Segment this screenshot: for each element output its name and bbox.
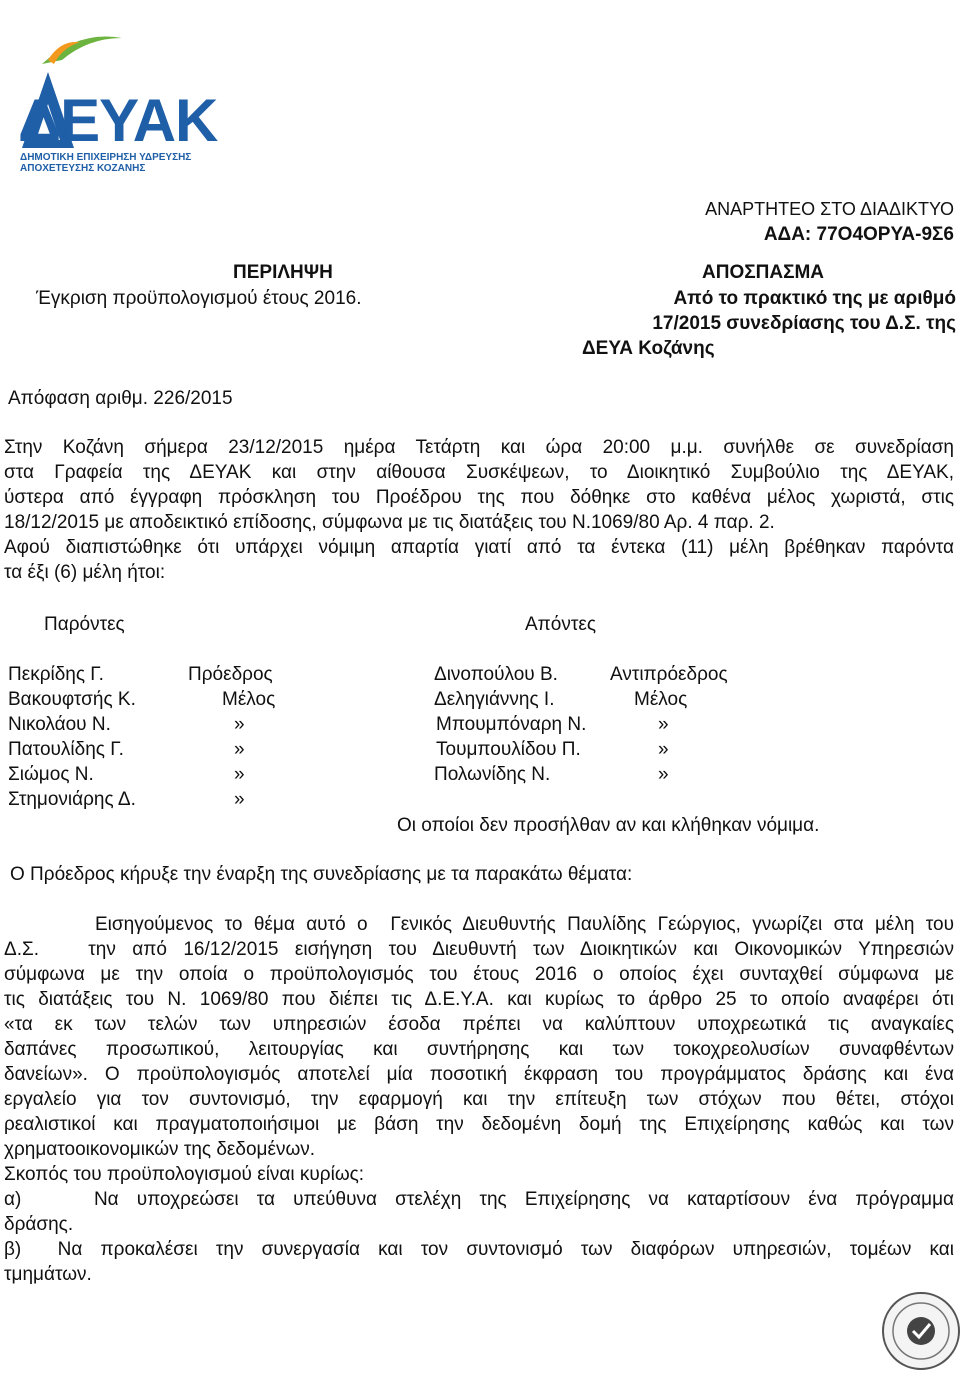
deyak-logo <box>18 20 218 174</box>
present-name: Στημονιάρης Δ. <box>8 789 136 810</box>
body-line: Δ.Σ. την από 16/12/2015 εισήγηση του Διευθυντή των Διοικητικών και Οικονομικών Υπηρεσιών <box>4 939 954 960</box>
opening-statement: Ο Πρόεδρος κήρυξε την έναρξη της συνεδρίασης με τα παρακάτω θέματα: <box>10 864 633 885</box>
body-paragraph <box>4 912 954 1287</box>
excerpt-line-3: ΔΕΥΑ Κοζάνης <box>582 338 715 359</box>
body-line: Εισηγούμενος το θέμα αυτό ο Γενικός Διευθυντής Παυλίδης Γεώργιος, γνωρίζει στα μέλη του <box>4 914 954 935</box>
present-name: Βακουφτσής Κ. <box>8 689 136 710</box>
certification-seal <box>880 1290 960 1372</box>
intro-line: Στην Κοζάνη σήμερα 23/12/2015 ημέρα Τετάρτη και ώρα 20:00 μ.μ. συνήλθε σε συνεδρίαση <box>4 437 954 458</box>
present-name: Πεκρίδης Γ. <box>8 664 104 685</box>
body-line: εργαλείο για τον συντονισμό, την εφαρμογή και την επίτευξη των στόχων που θέτει, στόχοι <box>4 1089 954 1110</box>
intro-line: 18/12/2015 με αποδεικτικό επίδοσης, σύμφωνα με τις διατάξεις του Ν.1069/80 Αρ. 4 παρ. 2. <box>4 512 775 533</box>
summary-text: Έγκριση προϋπολογισμού έτους 2016. <box>36 288 362 309</box>
logo-subtitle-2: ΑΠΟΧΕΤΕΥΣΗΣ ΚΟΖΑΝΗΣ <box>20 163 146 174</box>
purpose-title: Σκοπός του προϋπολογισμού είναι κυρίως: <box>4 1164 365 1185</box>
absent-name: Μπουμπόναρη Ν. <box>436 714 587 735</box>
body-line: «τα εκ των τελών των υπηρεσιών έσοδα πρέπει να καλύπτουν υποχρεωτικά τις αναγκαίες <box>4 1014 954 1035</box>
seal-icon <box>880 1290 960 1372</box>
body-line: χρηματοοικονομικών της δεδομένων. <box>4 1139 316 1160</box>
absent-role: » <box>658 714 669 735</box>
logo-wordmark: ΔΕΥΑΚ <box>18 87 218 154</box>
purpose-a-line: δράσης. <box>4 1214 74 1235</box>
purpose-a-line: α) Να υποχρεώσει τα υπεύθυνα στελέχη της Επιχείρησης να καταρτίσουν ένα πρόγραμμα <box>4 1189 954 1210</box>
absent-name: Δινοπούλου Β. <box>434 664 558 685</box>
intro-line: τα έξι (6) μέλη ήτοι: <box>4 562 166 583</box>
body-line: δαπάνες προσωπικού, λειτουργίας και συντήρησης και των τοκοχρεολυσίων συναφθέντων <box>4 1039 954 1060</box>
present-label: Παρόντες <box>44 614 125 635</box>
excerpt-title: ΑΠΟΣΠΑΣΜΑ <box>702 262 825 283</box>
excerpt-line-1: Από το πρακτικό της με αριθμό <box>673 288 956 309</box>
logo-subtitle-1: ΔΗΜΟΤΙΚΗ ΕΠΙΧΕΙΡΗΣΗ ΥΔΡΕΥΣΗΣ <box>20 152 192 163</box>
summary-title: ΠΕΡΙΛΗΨΗ <box>233 262 333 283</box>
absent-name: Πολωνίδης Ν. <box>434 764 551 785</box>
intro-line: ύστερα από έγγραφη πρόσκληση του Προέδρου της που δόθηκε στο καθένα μέλος χωριστά, στις <box>4 487 954 508</box>
excerpt-line-2: 17/2015 συνεδρίασης του Δ.Σ. της <box>652 313 956 334</box>
body-line: σύμφωνα με την οποία ο προϋπολογισμός του έτους 2016 ο οποίος έχει συνταχθεί σύμφωνα με <box>4 964 954 985</box>
intro-line: στα Γραφεία της ΔΕΥΑΚ και στην αίθουσα Συσκέψεων, το Διοικητικό Συμβούλιο της ΔΕΥΑΚ, <box>4 462 954 483</box>
absent-role: » <box>658 739 669 760</box>
present-role: » <box>234 739 245 760</box>
absent-role: » <box>658 764 669 785</box>
body-line: τις διατάξεις του Ν. 1069/80 που διέπει τις Δ.Ε.Υ.Α. και κυρίως το άρθρο 25 το οποίο αναφέρει ότι <box>4 989 954 1010</box>
present-role: » <box>234 764 245 785</box>
absent-note: Οι οποίοι δεν προσήλθαν αν και κλήθηκαν νόμιμα. <box>397 815 820 836</box>
absent-name: Δεληγιάννης Ι. <box>434 689 555 710</box>
purpose-b-line: β) Να προκαλέσει την συνεργασία και τον συντονισμό των διαφόρων υπηρεσιών, τομέων και <box>4 1239 954 1260</box>
absent-role: Μέλος <box>634 689 688 710</box>
absent-label: Απόντες <box>525 614 596 635</box>
decision-number: Απόφαση αριθμ. 226/2015 <box>8 388 233 409</box>
body-line: ρεαλιστικοί και πραγματοποιήσιμοι με βάση την δεδομένη δομή της Επιχείρησης καθώς και των <box>4 1114 954 1135</box>
intro-line: Αφού διαπιστώθηκε ότι υπάρχει νόμιμη απαρτία γιατί από τα έντεκα (11) μέλη βρέθηκαν παρόντα <box>4 537 954 558</box>
present-name: Νικολάου Ν. <box>8 714 111 735</box>
body-line: δανείων». Ο προϋπολογισμός αποτελεί μία ποσοτική έκφραση του προγράμματος δράσης και ένα <box>4 1064 954 1085</box>
present-role: Πρόεδρος <box>188 664 273 685</box>
present-role: » <box>234 714 245 735</box>
present-name: Πατουλίδης Γ. <box>8 739 124 760</box>
posted-online-notice: ΑΝΑΡΤΗΤΕΟ ΣΤΟ ΔΙΑΔΙΚΤΥΟ <box>705 199 954 219</box>
intro-paragraph <box>4 435 954 585</box>
ada-code: ΑΔΑ: 77Ο4ΟΡΥΑ-9Σ6 <box>763 224 954 245</box>
absent-role: Αντιπρόεδρος <box>610 664 728 685</box>
present-role: Μέλος <box>222 689 276 710</box>
absent-name: Τουμπουλίδου Π. <box>436 739 581 760</box>
purpose-b-line: τμημάτων. <box>4 1264 92 1285</box>
present-name: Σιώμος Ν. <box>8 764 94 785</box>
present-role: » <box>234 789 245 810</box>
